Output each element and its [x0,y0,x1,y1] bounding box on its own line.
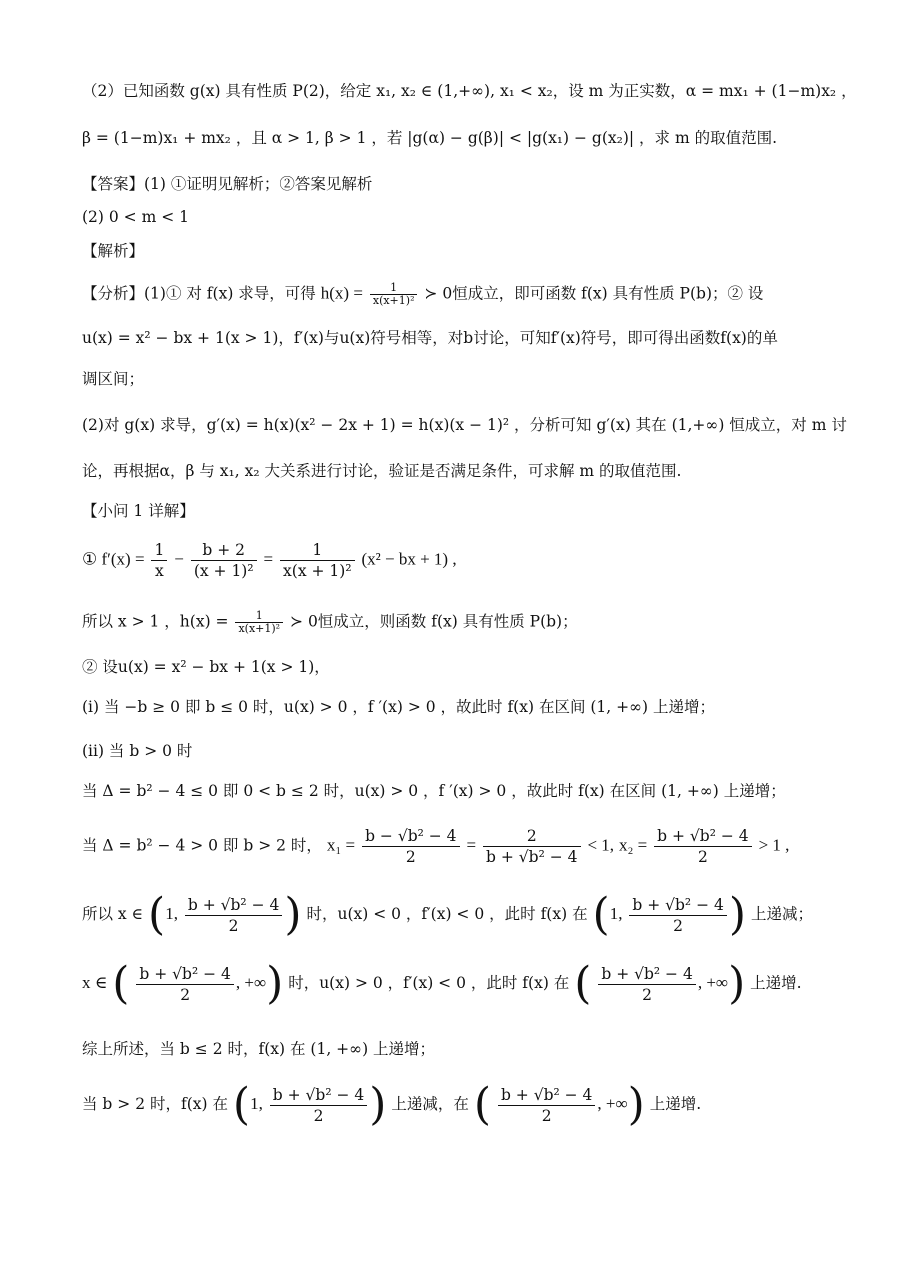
x2-lhs: x₂ = [618,835,648,855]
derivative-term2 [191,540,257,581]
h-positive-line [82,610,840,635]
x-in: x ∈ [82,973,108,992]
h-positive-tail: ≻ 0恒成立，则函数 f(x) 具有性质 P(b)； [290,612,578,631]
root3-denominator: 2 [180,985,191,1004]
interval-left-1: 1, [165,904,178,923]
x1-tail: < 1, [587,835,615,855]
h-fraction [370,282,418,307]
h2-denominator: x(x+1)² [238,622,281,635]
root1-numerator: b + √b² − 4 [185,895,282,916]
term3-denominator: x(x + 1)² [283,562,352,580]
root1-denominator: 2 [228,916,239,935]
h-fraction-2 [235,610,283,635]
root-fraction-4 [598,964,695,1005]
summary-line2-text: 当 b > 2 时，f(x) 在 [82,1095,228,1113]
analysis-line3: 调区间； [82,370,145,388]
h-numerator: 1 [370,282,418,295]
decrease-interval-mid: 时，u(x) < 0 ，f′(x) < 0 ，此时 f(x) 在 [306,905,588,923]
root4-denominator: 2 [642,985,653,1004]
analysis-heading: 【解析】 [82,242,145,260]
summary-line1: 综上所述，当 b ≤ 2 时，f(x) 在 (1, +∞) 上递增； [82,1040,436,1058]
root6-denominator: 2 [541,1106,552,1125]
delta-gt-zero-text: 当 Δ = b² − 4 > 0 即 b > 2 时， [82,836,322,855]
decrease-interval-line: 所以 x ∈ (1, $\frac{\text{b + √b² − 4}}{2}$ ) 时，u(x) < 0 ，f′(x) < 0 ，此时 f(x) 在 (1, $\frac{\text{b + √b² − 4}}{2}$ ) 上递减； [82,889,813,940]
analysis-line1-tail: ≻ 0恒成立，即可函数 f(x) 具有性质 P(b)；② 设 [424,284,764,303]
answer-line2: (2) 0 < m < 1 [82,208,189,226]
root-fraction-1 [185,895,282,936]
x2-fraction [654,826,751,867]
root5-numerator: b + √b² − 4 [270,1085,367,1106]
x1-numerator: b − √b² − 4 [362,826,459,847]
problem-part2-line2: β = (1−m)x₁ + mx₂ ，且 α > 1, β > 1 ，若 |g(α) − g(β)| < |g(x₁) − g(x₂)| ，求 m 的取值范围. [82,129,778,147]
root5-denominator: 2 [313,1106,324,1125]
derivative-line: ① f′(x) = $\frac{1}{x}$ − $\frac{b + 2}{\text{(x + 1)²}}$ = $\frac{1}{\text{x(x + 1)²}}$ (x² − bx + 1) , [82,541,457,580]
increase-interval-mid: 时，u(x) > 0 ，f′(x) < 0 ，此时 f(x) 在 [288,974,570,992]
summary-line2: 当 b > 2 时，f(x) 在 (1, $\frac{\text{b + √b² − 4}}{2}$ ) 上递减，在 ( $\frac{\text{b + √b² − 4}}{2}$ , +∞) 上递增. [82,1079,702,1130]
h-lhs: h(x) = [320,283,363,303]
analysis-line5: 论，再根据α，β 与 x₁, x₂ 大关系进行讨论，验证是否满足条件，可求解 m 的取值范围. [82,462,682,480]
derivative-term1 [151,540,167,581]
root3-numerator: b + √b² − 4 [136,964,233,985]
interval-right-3: , +∞ [597,1094,628,1113]
term1-numerator: 1 [151,540,167,561]
x1-mid-numerator: 2 [483,826,580,847]
root2-denominator: 2 [673,916,684,935]
derivative-lhs: ① f′(x) = [82,549,145,569]
h-denominator: x(x+1)² [372,294,415,307]
root-fraction-6 [498,1085,595,1126]
delta-gt-zero-line: 当 Δ = b² − 4 > 0 即 b > 2 时， x₁ = $\frac{\text{b − √b² − 4}}{2}$ = $\frac{2}{\text{b + √b² − 4}}$ < 1, x₂ = $\frac{\text{b + √b² − 4}}{2}$ > 1 , [82,827,790,866]
x2-numerator: b + √b² − 4 [654,826,751,847]
analysis-line2: u(x) = x² − bx + 1(x > 1)，f′(x)与u(x)符号相等，对b讨论，可知f′(x)符号，即可得出函数f(x)的单 [82,329,778,347]
x1-fraction [362,826,459,867]
term2-denominator: (x + 1)² [193,562,254,580]
answer-line1: 【答案】(1) ①证明见解析；②答案见解析 [82,175,373,193]
problem-part2-line1: （2）已知函数 g(x) 具有性质 P(2)，给定 x₁, x₂ ∈ (1,+∞), x₁ < x₂，设 m 为正实数，α = mx₁ + (1−m)x₂ ， [82,82,857,100]
subquestion1-heading: 【小问 1 详解】 [82,502,195,520]
root6-numerator: b + √b² − 4 [498,1085,595,1106]
delta-le-zero-line: 当 Δ = b² − 4 ≤ 0 即 0 < b ≤ 2 时，u(x) > 0 ，f ′(x) > 0 ，故此时 f(x) 在区间 (1, +∞) 上递增； [82,782,786,800]
term2-numerator: b + 2 [191,540,257,561]
summary-line2-tail: 上递增. [649,1095,702,1113]
derivative-term3 [280,540,355,581]
term1-denominator: x [155,562,164,580]
decrease-interval-text: 所以 x ∈ [82,905,144,923]
case-ii-line: (ii) 当 b > 0 时 [82,742,193,760]
summary-line2-mid: 上递减，在 [391,1095,469,1113]
interval-right-1: , +∞ [235,973,267,992]
root-fraction-3 [136,964,233,1005]
x2-tail: > 1 , [758,835,790,855]
root4-numerator: b + √b² − 4 [598,964,695,985]
derivative-tail: (x² − bx + 1) , [361,549,457,569]
root-fraction-5 [270,1085,367,1126]
define-u-line: ② 设u(x) = x² − bx + 1(x > 1)， [82,658,330,676]
analysis-line1 [82,282,840,307]
x1-mid-denominator: b + √b² − 4 [486,848,578,866]
x1-denominator: 2 [405,848,416,866]
analysis-line4: (2)对 g(x) 求导，g′(x) = h(x)(x² − 2x + 1) = h(x)(x − 1)² ，分析可知 g′(x) 其在 (1,+∞) 恒成立，对 m 讨 [82,416,847,434]
analysis-line1-text: 【分析】(1)① 对 f(x) 求导，可得 [82,284,316,303]
root-fraction-2 [629,895,726,936]
h2-numerator: 1 [235,610,283,623]
x1-rationalized [483,826,580,867]
term3-numerator: 1 [280,540,355,561]
h-positive-text: 所以 x > 1 ，h(x) = [82,612,229,631]
interval-right-2: , +∞ [697,973,729,992]
increase-interval-tail: 上递增. [750,974,802,992]
case-i-line: (i) 当 −b ≥ 0 即 b ≤ 0 时，u(x) > 0 ，f ′(x) > 0 ，故此时 f(x) 在区间 (1, +∞) 上递增； [82,698,716,716]
x1-lhs: x₁ = [326,835,356,855]
root2-numerator: b + √b² − 4 [629,895,726,916]
interval-left-2: 1, [609,904,623,923]
increase-interval-line: x ∈ ( $\frac{\text{b + √b² − 4}}{2}$ , +∞) 时，u(x) > 0 ，f′(x) < 0 ，此时 f(x) 在 ( $\frac{\text{b + √b² − 4}}{2}$ , +∞) 上递增. [82,958,802,1009]
x2-denominator: 2 [697,848,708,866]
decrease-interval-tail: 上递减； [750,905,813,923]
interval-left-3: 1, [250,1094,263,1113]
